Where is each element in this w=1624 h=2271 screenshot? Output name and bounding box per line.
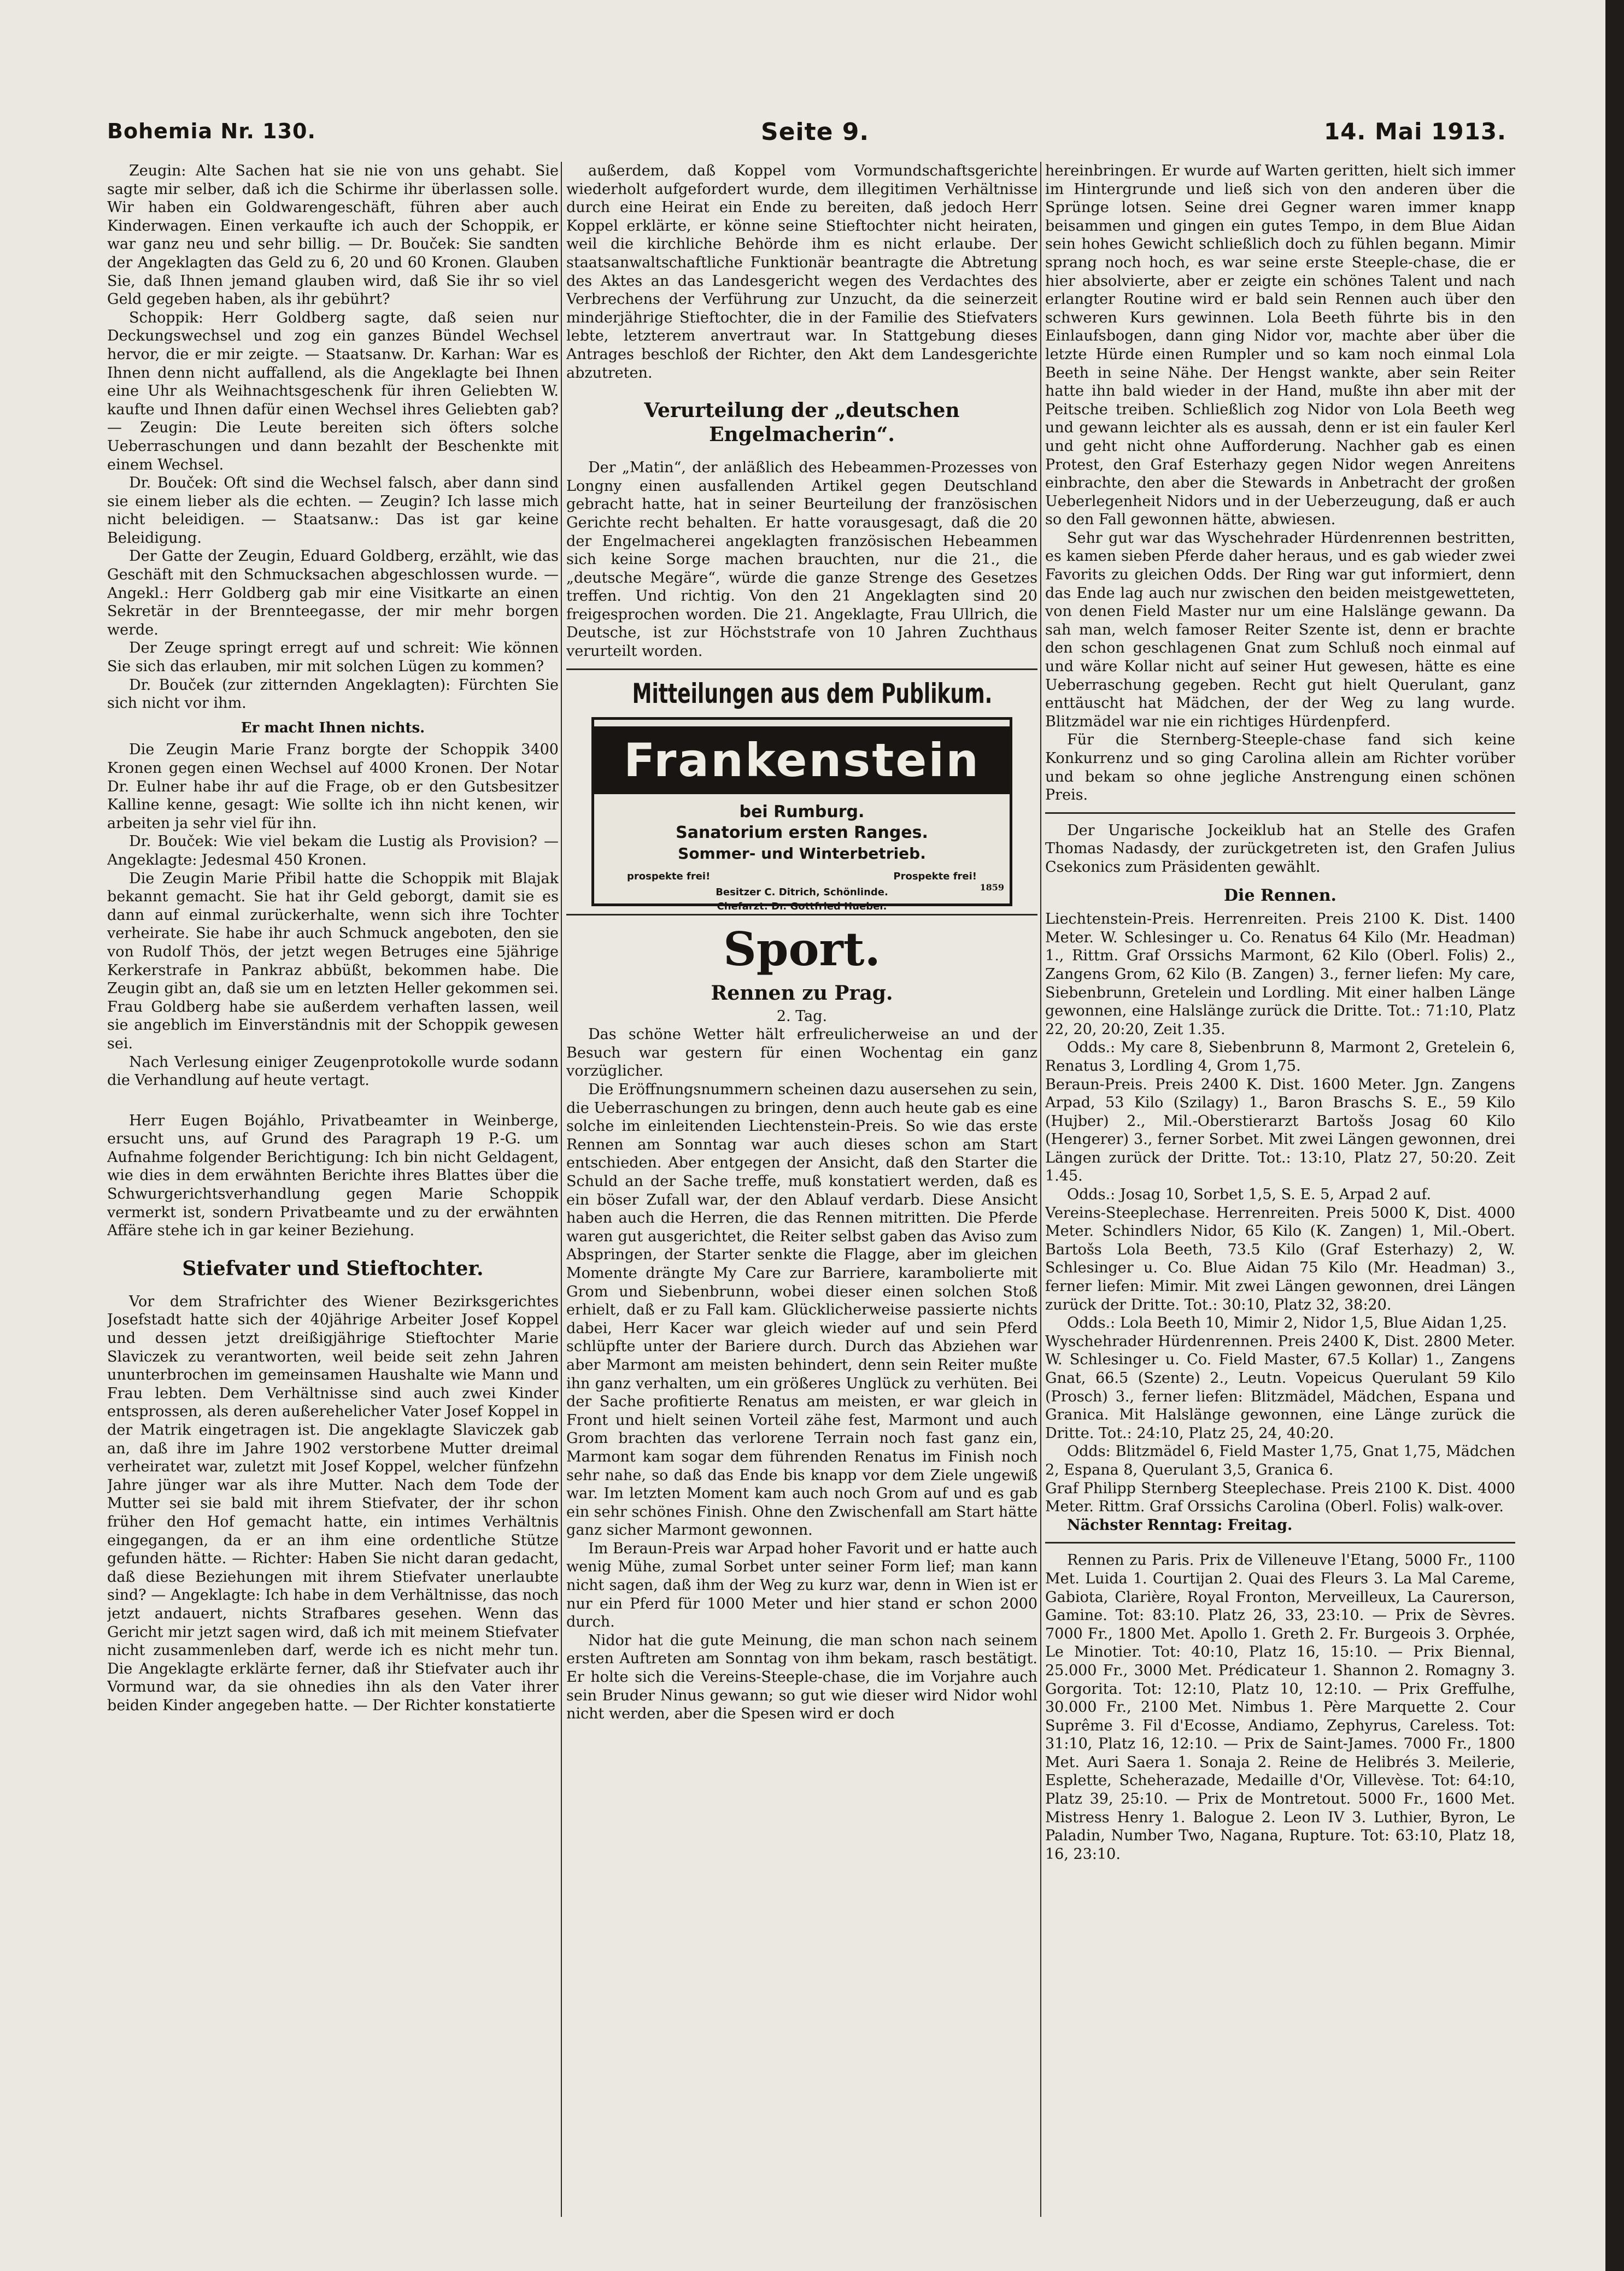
ad-owner: Besitzer C. Ditrich, Schönlinde.	[716, 887, 888, 899]
header-page-number: Seite 9.	[761, 118, 870, 146]
divider	[1045, 1542, 1515, 1544]
paragraph: Dr. Bouček: Wie viel bekam die Lustig als Provision? — Angeklagte: Jedesmal 450 Kronen.	[107, 833, 559, 869]
ad-title: Frankenstein	[594, 726, 1010, 794]
paragraph: Die Zeugin Marie Přibil hatte die Schoppik mit Blajak bekannt gemacht. Sie hat ihr Geld geborgt, damit sie es dann auf einmal zurückerhalte, wenn sich ihre Tochter verheirate. Sie habe ihr auch Schmuck angeboten, den sie von Rudolf Thös, der jetzt wegen Betruges eine 5jährige Kerkerstrafe in Pankraz abbüßt, bekommen habe. Die Zeugin gibt an, daß sie um en letzten Heller gekommen sei. Frau Goldberg habe sie außerdem verhaften lassen, weil sie angeblich im Einverständnis mit der Schoppik gewesen sei.	[107, 870, 559, 1052]
article-heading: Stiefvater und Stieftochter.	[182, 1257, 484, 1280]
paragraph: Nidor hat die gute Meinung, die man schon nach seinem ersten Auftreten am Sonntag von ihm bekam, rasch bestätigt. Er holte sich die Vereins-Steeple-chase, die im Vorjahre auch sein Bruder Ninus gewann; so gut wie dieser wird Nidor wohl nicht werden, aber die Spesen wird er doch	[566, 1632, 1037, 1723]
race-results	[1045, 910, 1515, 1534]
subheading: Er macht Ihnen nichts.	[241, 719, 425, 736]
next-race-day: Nächster Renntag: Freitag.	[1067, 1516, 1293, 1534]
page-header	[107, 114, 1506, 152]
ad-tagline: Sanatorium ersten Ranges.	[676, 823, 928, 842]
paragraph: Die Eröffnungsnummern scheinen dazu ausersehen zu sein, die Ueberraschungen zu bringen, denn auch heute gab es eine solche im einleitenden Liechtenstein-Preis. So wie das erste Rennen am Sonntag war auch dieses schon am Start entschieden. Aber entgegen der Ansicht, daß den Starter die Schuld an der Sache treffe, muß konstatiert werden, daß es ein böser Zufall war, der den Ablauf verdarb. Diese Ansicht haben auch die Herren, die das Rennen mitritten. Die Pferde waren gut ausgerichtet, die Reiter selbst gaben das Aviso zum Abspringen, der Starter senkte die Flagge, aber im gleichen Momente drängte My Care zur Barriere, karambolierte mit Grom und Siebenbrunn, wobei dieser einen solchen Stoß erhielt, daß er zu Fall kam. Glücklicherweise passierte nichts dabei, Herr Kacer war gleich wieder auf und sein Pferd schlüpfte unter der Bariere durch. Durch das Abziehen war aber Marmont am meisten behindert, denn sein Reiter mußte ihn ganz verhalten, um ein größeres Unglück zu verhüten. Bei der Sache profitierte Renatus am meisten, er war gleich in Front und hielt seinen Vorteil zähe fest, Marmont und auch Grom brachten das verlorene Terrain noch fast ganz ein, Marmont kam sogar dem führenden Renatus im Finish noch sehr nahe, so daß das Ende bis knapp vor dem Ziele ungewiß war. Im letzten Moment kam auch noch Grom auf und es gab ein sehr schönes Finish. Ohne den Zwischenfall am Start hätte ganz sicher Marmont gewonnen.	[566, 1081, 1037, 1539]
day-label: 2. Tag.	[776, 1007, 828, 1025]
odds-entry: Odds.: Josag 10, Sorbet 1,5, S. E. 5, Arpad 2 auf.	[1067, 1186, 1432, 1204]
paragraph: Schoppik: Herr Goldberg sagte, daß seien nur Deckungswechsel und zog ein ganzes Bündel Wechsel hervor, die er mir zeigte. — Staatsanw. Dr. Karhan: War es Ihnen denn nicht auffallend, als die Angeklagte bei Ihnen eine Uhr als Weihnachtsgeschenk für ihren Geliebten W. kaufte und Ihnen dafür einen Wechsel ihres Geliebten gab? — Zeugin: Die Leute bereiten sich öfters solche Ueberraschungen und dann bezahlt der Beschenkte mit einem Wechsel.	[107, 309, 559, 473]
odds-entry: Odds.: My care 8, Siebenbrunn 8, Marmont 2, Gretelein 6, Renatus 3, Lordling 4, Grom 1,75.	[1045, 1039, 1515, 1075]
column-3	[1045, 162, 1515, 2217]
header-date: 14. Mai 1913.	[1323, 118, 1506, 145]
paragraph: Dr. Bouček: Oft sind die Wechsel falsch, aber dann sind sie einem lieber als die echten. — Zeugin? Ich lasse mich nicht beleidigen. — Staatsanw.: Das ist gar keine Beleidigung.	[107, 474, 559, 547]
advertisement-frankenstein	[591, 717, 1012, 913]
column-rule	[1040, 162, 1041, 2217]
ad-location: bei Rumburg.	[739, 802, 865, 821]
paragraph: Zeugin: Alte Sachen hat sie nie von uns gehabt. Sie sagte mir selber, daß ich die Schirme ihr überlassen solle. Wir haben ein Goldwarengeschäft, führen aber auch Kinderwagen. Einen verkaufte ich auch der Schoppik, er war ganz neu und sehr billig. — Dr. Bouček: Sie sandten der Angeklagten das Geld zu 6, 20 und 60 Kronen. Glauben Sie, daß Ihnen jemand glauben wird, daß Sie ihr so viel Geld gegeben haben, als ihr gebührt?	[107, 162, 559, 308]
jockey-club-notice: Der Ungarische Jockeiklub hat an Stelle des Grafen Thomas Nadasdy, der zurückgetreten ist, den Grafen Julius Csekonics zum Präsidenten gewählt.	[1045, 821, 1515, 876]
paragraph: Im Beraun-Preis war Arpad hoher Favorit und er hatte auch wenig Mühe, zumal Sorbet unter seiner Form lief; man kann nicht sagen, daß ihm der Weg zu kurz war, denn in Wien ist er nur ein Pferd für 1000 Meter und hier stand er schon 2000 durch.	[566, 1540, 1037, 1631]
odds-entry: Odds.: Lola Beeth 10, Mimir 2, Nidor 1,5, Blue Aidan 1,25.	[1067, 1315, 1507, 1332]
section-title-sport: Sport.	[723, 922, 881, 976]
ad-number: 1859	[980, 882, 1004, 893]
paris-results: Rennen zu Paris. Prix de Villeneuve l'Etang, 5000 Fr., 1100 Met. Luida 1. Courtijan 2. Quai des Fleurs 3. La Mal Careme, Gabiota, Clarière, Royal Fronton, Merveilleux, La Caurerson, Gamine. Tot: 83:10. Platz 26, 33, 23:10. — Prix de Sèvres. 7000 Fr., 1800 Met. Apollo 1. Greth 2. Fr. Burgeois 3. Orphée, Le Minotier. Tot: 40:10, Platz 16, 15:10. — Prix Biennal, 25.000 Fr., 3000 Met. Prédicateur 1. Shannon 2. Romagny 3. Gorgorita. Tot: 12:10, Platz 10, 12:10. — Prix Greffulhe, 30.000 Fr., 2100 Met. Nimbus 1. Père Marquette 2. Cour Suprême 3. Fil d'Ecosse, Andiamo, Zephyrus, Careless. Tot: 31:10, Platz 16, 12:10. — Prix de Saint-James. 7000 Fr., 1800 Met. Auri Saera 1. Sonaja 2. Reine de Helibrés 3. Meilerie, Esplette, Scheherazade, Medaille d'Or, Villevèse. Tot: 64:10, Platz 39, 25:10. — Prix de Montretout. 5000 Fr., 1600 Met. Mistress Henry 1. Balogue 2. Leon IV 3. Luthier, Byron, Le Paladin, Number Two, Nagana, Rupture. Tot: 63:10, Platz 18, 16, 23:10.	[1045, 1552, 1515, 1863]
divider	[1045, 812, 1515, 814]
paragraph: Das schöne Wetter hält erfreulicherweise an und der Besuch war gestern für einen Wochentag ein ganz vorzüglicher.	[566, 1026, 1037, 1080]
result-entry: Wyschehrader Hürdenrennen. Preis 2400 K, Dist. 2800 Meter. W. Schlesinger u. Co. Field Master, 67.5 Kollar) 1., Zangens Gnat, 66.5 (Szente) 2., Leutn. Vopeicus Querulant 59 Kilo (Prosch) 3., ferner liefen: Blitzmädel, Mädchen, Espana und Granica. Mit Halslänge gewonnen, eine Länge zurück die Dritte. Tot.: 24:10, Platz 25, 24, 40:20.	[1045, 1333, 1515, 1442]
paragraph: Für die Sternberg-Steeple-chase fand sich keine Konkurrenz und so ging Carolina allein am Richter vorüber und bekam so ohne jegliche Anstrengung einen schönen Preis.	[1045, 731, 1515, 804]
paragraph: hereinbringen. Er wurde auf Warten geritten, hielt sich immer im Hintergrunde und ließ sich von den anderen über die Sprünge lotsen. Seine drei Gegner waren immer knapp beisammen und gingen ein gutes Tempo, in dem Blue Aidan sein hohes Gewicht schließlich doch zu fühlen begann. Mimir sprang noch hoch, es war seine erste Steeple-chase, die er hier absolvierte, aber er zeigte ein schönes Talent und nach erlangter Routine wird er bald sein Rennen auch über den schweren Kurs gewinnen. Lola Beeth führte bis in den Einlaufsbogen, dann ging Nidor vor, machte aber über die letzte Hürde einen Rumpler und so kam noch einmal Lola Beeth in seine Nähe. Der Hengst wankte, aber sein Reiter hatte ihn bald wieder in der Hand, mußte ihn aber mit der Peitsche treiben. Schließlich zog Nidor von Lola Beeth weg und gewann leichter als es aussah, denn er ist ein fauler Kerl und geht nicht ohne Aufforderung. Nachher gab es einen Protest, den Graf Esterhazy gegen Nidor wegen Anreitens einbrachte, den aber die Stewards in Anbetracht der großen Ueberlegenheit Nidors und in der Ueberzeugung, daß er auch so den Fall gewonnen hätte, abwiesen.	[1045, 162, 1515, 529]
section-title-mitteilungen: Mitteilungen aus dem Publikum.	[632, 677, 993, 709]
paragraph: Nach Verlesung einiger Zeugenprotokolle wurde sodann die Verhandlung auf heute vertagt.	[107, 1053, 559, 1089]
result-entry: Beraun-Preis. Preis 2400 K. Dist. 1600 Meter. Jgn. Zangens Arpad, 53 Kilo (Szilagy) 1., Baron Braschs S. E., 59 Kilo (Hujber) 2., Mil.-Oberstierarzt Bartošs Josag 60 Kilo (Hengerer) 3., ferner Sorbet. Mit zwei Längen gewonnen, drei Längen zurück der Dritte. Tot.: 13:10, Platz 27, 50:20. Zeit 1.45.	[1045, 1076, 1515, 1185]
paragraph: Vor dem Strafrichter des Wiener Bezirksgerichtes Josefstadt hatte sich der 40jährige Arbeiter Josef Koppel und dessen jetzt dreißigjährige Stieftochter Marie Slaviczek zu verantworten, weil beide seit zehn Jahren ununterbrochen im gemeinsamen Haushalte wie Mann und Frau lebten. Dem Verhältnisse sind auch zwei Kinder entsprossen, als deren außerehelicher Vater Josef Koppel in der Matrik eingetragen ist. Die angeklagte Slaviczek gab an, daß ihre im Jahre 1902 verstorbene Mutter dreimal verheiratet war, zuletzt mit Josef Koppel, welcher fünfzehn Jahre jünger war als ihre Mutter. Nach dem Tode der Mutter sei sie bald mit ihrem Stiefvater, der ihr schon früher den Hof gemacht hatte, ein intimes Verhältnis eingegangen, da er an ihm eine ordentliche Stütze gefunden hätte. — Richter: Haben Sie nicht daran gedacht, daß diese Beziehungen mit ihrem Stiefvater unerlaubte sind? — Angeklagte: Ich habe in dem Verhältnisse, das noch jetzt andauert, nichts Strafbares gesehen. Wenn das Gericht mir jetzt sagen wird, daß ich mit meinem Stiefvater nicht zusammenleben darf, werde ich es nicht mehr tun. Die Angeklagte erklärte ferner, daß ihr Stiefvater auch ihr Vormund war, da sie ohnedies ihn als den Vater ihrer beiden Kinder angegeben hatte. — Der Richter konstatierte	[107, 1293, 559, 1714]
paragraph: Der „Matin“, der anläßlich des Hebeammen-Prozesses von Longny einen ausfallenden Artikel gegen Deutschland gebracht hatte, hat in seiner Beurteilung der französischen Gerichte recht behalten. Er hatte vorausgesagt, daß die 20 der Engelmacherei angeklagten französischen Hebeammen sich keine Sorge machen brauchten, nur die 21., die „deutsche Megäre“, würde die ganze Strenge des Gesetzes treffen. Und richtig. Von den 21 Angeklagten sind 20 freigesprochen worden. Die 21. Angeklagte, Frau Ullrich, die Deutsche, ist zur Höchststrafe von 10 Jahren Zuchthaus verurteilt worden.	[566, 459, 1037, 660]
article-heading: Verurteilung der „deutschen Engelmacherin“.	[644, 399, 960, 447]
column-rule	[561, 162, 562, 2217]
result-entry: Liechtenstein-Preis. Herrenreiten. Preis 2100 K. Dist. 1400 Meter. W. Schlesinger u. Co. Renatus 64 Kilo (Mr. Headman) 1., Rittm. Graf Orssichs Marmont, 62 Kilo (Oberl. Folis) 2., Zangens Grom, 62 Kilo (B. Zangen) 3., ferner liefen: My care, Siebenbrunn, Gretelein und Lordling. Mit einer halben Länge gewonnen, eine Halslänge zurück die Dritte. Tot.: 71:10, Platz 22, 20, 20:20, Zeit 1.35.	[1045, 911, 1515, 1038]
paragraph: Der Zeuge springt erregt auf und schreit: Wie können Sie sich das erlauben, mir mit solchen Lügen zu kommen?	[107, 639, 559, 676]
paragraph: Die Zeugin Marie Franz borgte der Schoppik 3400 Kronen gegen einen Wechsel auf 4000 Kronen. Der Notar Dr. Eulner habe ihr auf die Frage, ob er den Gutsbesitzer Kalline kenne, gesagt: Wie sollte ich ihn nicht kenen, wir arbeiten ja sehr viel für ihn.	[107, 741, 559, 832]
result-entry: Vereins-Steeplechase. Herrenreiten. Preis 5000 K, Dist. 4000 Meter. Schindlers Nidor, 65 Kilo (K. Zangen) 1, Mil.-Obert. Bartošs Lola Beeth, 73.5 Kilo (Graf Esterhazy) 2, W. Schlesinger u. Co. Blue Aidan 75 Kilo (Mr. Headman) 3., ferner liefen: Mimir. Mit zwei Längen gewonnen, drei Längen zurück der Dritte. Tot.: 30:10, Platz 32, 38:20.	[1045, 1204, 1515, 1313]
paragraph: Sehr gut war das Wyschehrader Hürdenrennen bestritten, es kamen sieben Pferde daher heraus, und es gab wieder zwei Favorits zu gleichen Odds. Der Ring war gut informiert, denn das Ende lag auch nur zwischen den beiden meistgewetteten, von denen Field Master nur um eine Halslänge gewann. Da sah man, welch famoser Reiter Szente ist, denn er brachte den schon geschlagenen Gnat zum Schluß noch einmal auf und wäre Kollar nicht auf seiner Hut gewesen, hätte es eine Ueberraschung gegeben. Recht gut hielt Querulant, ganz enttäuscht hat Mädchen, der der Weg zu lang wurde. Blitzmädel war nie ein richtiges Hürdenpferd.	[1045, 529, 1515, 730]
results-heading: Die Rennen.	[1224, 885, 1336, 905]
header-left: Bohemia Nr. 130.	[107, 119, 316, 143]
ad-doctor: Chefarzt: Dr. Gottfried Hueber.	[717, 901, 887, 913]
ad-prospects-left: prospekte frei!	[627, 870, 711, 882]
ad-prospects	[627, 867, 977, 886]
article-heading: Rennen zu Prag.	[711, 981, 893, 1005]
paragraph: Der Gatte der Zeugin, Eduard Goldberg, erzählt, wie das Geschäft mit den Schmucksachen abgeschlossen wurde. — Angekl.: Herr Goldberg gab mir eine Visitkarte an einen Sekretär in der Brennteegasse, der mir mehr borgen werde.	[107, 548, 559, 638]
scan-edge	[1605, 0, 1624, 2271]
paragraph: außerdem, daß Koppel vom Vormundschaftsgerichte wiederholt aufgefordert wurde, dem illegitimen Verhältnisse durch eine Heirat ein Ende zu bereiten, daß jedoch Herr Koppel erklärte, er könne seine Stieftochter nicht heiraten, weil die kirchliche Behörde ihm es nicht erlaube. Der staatsanwaltschaftliche Funktionär beantragte die Abtretung des Aktes an das Landesgericht wegen des Verdachtes des Verbrechens der Verführung zur Unzucht, da die seinerzeit minderjährige Stieftochter, die in der Familie des Stiefvaters lebte, letzterem anvertraut war. In Stattgebung dieses Antrages beschloß der Richter, den Akt dem Landesgerichte abzutreten.	[566, 162, 1037, 382]
correction-notice: Herr Eugen Bojáhlo, Privatbeamter in Weinberge, ersucht uns, auf Grund des Paragraph 19 P.-G. um Aufnahme folgender Berichtigung: Ich bin nicht Geldagent, wie dies in dem erwähnten Berichte ihres Blattes über die Schwurgerichtsverhandlung gegen Marie Schoppik vermerkt ist, sondern Privatbeamte und zu der erwähnten Affäre stehe ich in gar keiner Beziehung.	[107, 1112, 559, 1240]
ad-body	[627, 802, 977, 914]
result-entry: Graf Philipp Sternberg Steeplechase. Preis 2100 K. Dist. 4000 Meter. Rittm. Graf Orssichs Carolina (Oberl. Folis) walk-over.	[1045, 1480, 1515, 1516]
odds-entry: Odds: Blitzmädel 6, Field Master 1,75, Gnat 1,75, Mädchen 2, Espana 8, Querulant 3,5, Granica 6.	[1045, 1443, 1515, 1478]
divider	[566, 668, 1037, 670]
ad-season: Sommer- und Winterbetrieb.	[678, 844, 926, 862]
ad-prospects-right: Prospekte frei!	[893, 870, 977, 882]
paragraph: Dr. Bouček (zur zitternden Angeklagten): Fürchten Sie sich nicht vor ihm.	[107, 676, 559, 712]
column-2	[566, 162, 1037, 2217]
column-1	[107, 162, 559, 2217]
